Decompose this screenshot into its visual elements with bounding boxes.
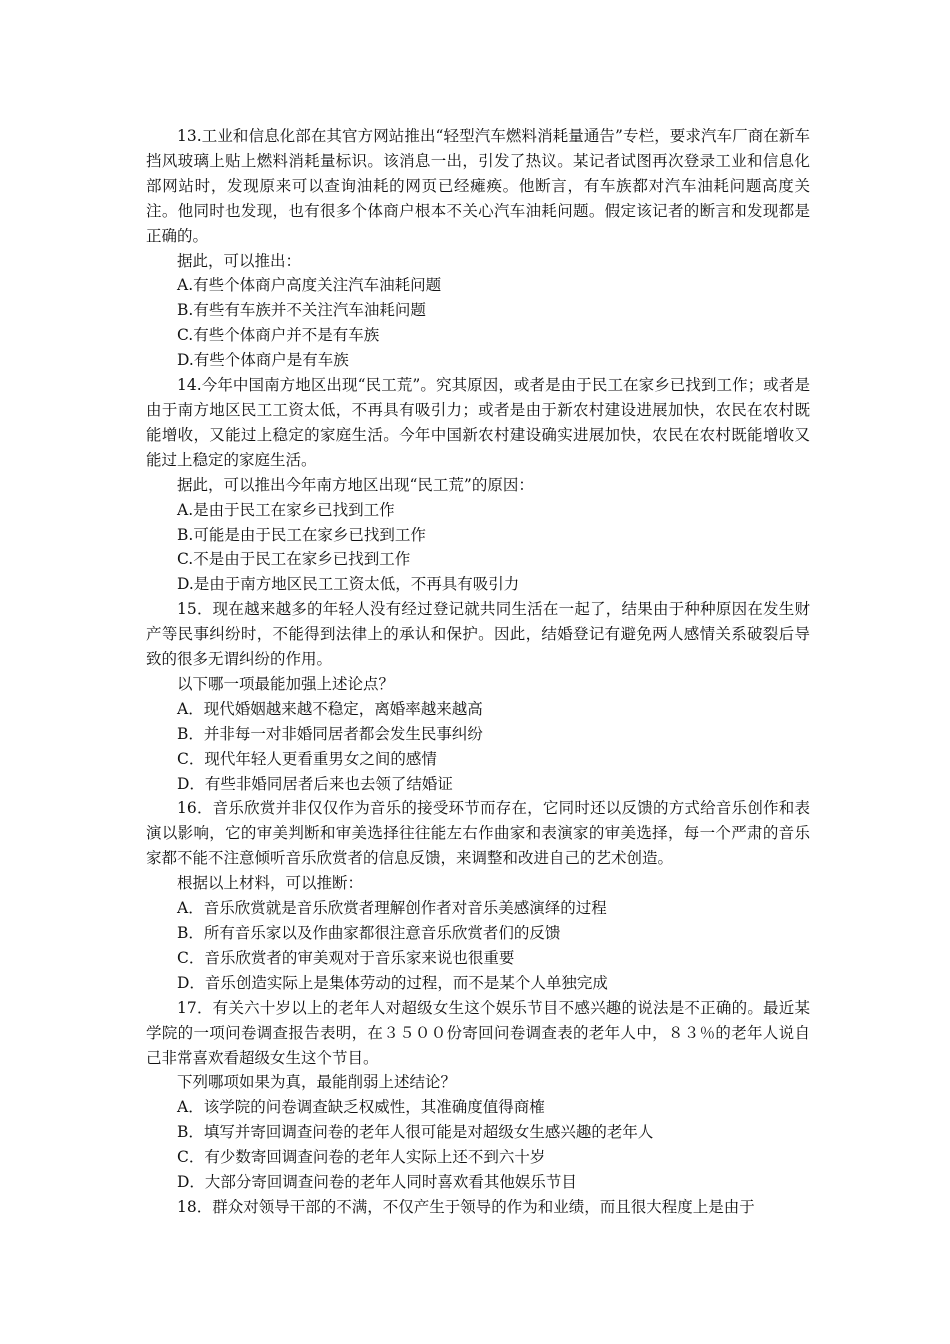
option-a: A.是由于民工在家乡已找到工作 xyxy=(177,500,395,519)
option-d: D.是由于南方地区民工工资太低，不再具有吸引力 xyxy=(177,575,520,594)
question-15 xyxy=(146,597,810,796)
question-prompt: 据此，可以推出今年南方地区出现“民工荒”的原因： xyxy=(177,475,534,494)
question-prompt: 根据以上材料，可以推断： xyxy=(177,874,364,893)
option-d: D．音乐创造实际上是集体劳动的过程，而不是某个人单独完成 xyxy=(177,973,608,992)
question-prompt: 下列哪项如果为真，最能削弱上述结论？ xyxy=(177,1073,457,1092)
option-d: D．大部分寄回调查问卷的老年人同时喜欢看其他娱乐节目 xyxy=(177,1173,577,1192)
question-prompt: 以下哪一项最能加强上述论点？ xyxy=(177,674,395,693)
question-17 xyxy=(146,996,810,1195)
option-a: A．现代婚姻越来越不稳定，离婚率越来越高 xyxy=(177,699,483,718)
option-a: A．该学院的问卷调查缺乏权威性，其准确度值得商榷 xyxy=(177,1098,545,1117)
option-d: D．有些非婚同居者后来也去领了结婚证 xyxy=(177,774,453,793)
option-c: C.不是由于民工在家乡已找到工作 xyxy=(177,550,411,569)
question-16 xyxy=(146,796,810,995)
document-page xyxy=(146,124,810,1220)
option-c: C.有些个体商户并不是有车族 xyxy=(177,326,380,345)
option-c: C．音乐欣赏者的审美观对于音乐家来说也很重要 xyxy=(177,948,515,967)
question-stem: 13.工业和信息化部在其官方网站推出“轻型汽车燃料消耗量通告”专栏，要求汽车厂商在新车挡风玻璃上贴上燃料消耗量标识。该消息一出，引发了热议。某记者试图再次登录工业和信息化部网站时，发现原来可以查询油耗的网页已经瘫痪。他断言，有车族都对汽车油耗问题高度关注。他同时也发现，也有很多个体商户根本不关心汽车油耗问题。假定该记者的断言和发现都是正确的。 xyxy=(146,127,810,245)
question-stem: 17．有关六十岁以上的老年人对超级女生这个娱乐节目不感兴趣的说法是不正确的。最近某学院的一项问卷调查报告表明，在３５００份寄回问卷调查表的老年人中，８３％的老年人说自己非常喜欢看超级女生这个节目。 xyxy=(146,998,810,1067)
option-c: C．现代年轻人更看重男女之间的感情 xyxy=(177,749,437,768)
option-b: B.可能是由于民工在家乡已找到工作 xyxy=(177,525,426,544)
option-c: C．有少数寄回调查问卷的老年人实际上还不到六十岁 xyxy=(177,1148,546,1167)
option-b: B．所有音乐家以及作曲家都很注意音乐欣赏者们的反馈 xyxy=(177,924,561,942)
option-d: D.有些个体商户是有车族 xyxy=(177,351,349,370)
option-b: B．填写并寄回调查问卷的老年人很可能是对超级女生感兴趣的老年人 xyxy=(177,1123,654,1142)
question-stem: 14.今年中国南方地区出现“民工荒”。究其原因，或者是由于民工在家乡已找到工作；或者是由于南方地区民工工资太低，不再具有吸引力；或者是由于新农村建设进展加快，农民在农村既能增收，又能过上稳定的家庭生活。今年中国新农村建设确实进展加快，农民在农村既能增收又能过上稳定的家庭生活。 xyxy=(146,376,810,469)
option-b: B．并非每一对非婚同居者都会发生民事纠纷 xyxy=(177,724,483,743)
question-prompt: 据此，可以推出： xyxy=(177,251,302,270)
question-stem: 15．现在越来越多的年轻人没有经过登记就共同生活在一起了，结果由于种种原因在发生财产等民事纠纷时，不能得到法律上的承认和保护。因此，结婚登记有避免两人感情关系破裂后导致的很多无谓纠纷的作用。 xyxy=(146,600,810,669)
question-stem-partial: 18．群众对领导干部的不满，不仅产生于领导的作为和业绩，而且很大程度上是由于 xyxy=(177,1197,755,1216)
option-b: B.有些有车族并不关注汽车油耗问题 xyxy=(177,301,426,320)
question-13 xyxy=(146,124,810,373)
option-a: A.有些个体商户高度关注汽车油耗问题 xyxy=(177,276,442,295)
question-stem: 16．音乐欣赏并非仅仅作为音乐的接受环节而存在，它同时还以反馈的方式给音乐创作和表演以影响，它的审美判断和审美选择往往能左右作曲家和表演家的审美选择，每一个严肃的音乐家都不能不注意倾听音乐欣赏者的信息反馈，来调整和改进自己的艺术创造。 xyxy=(146,799,810,868)
question-14 xyxy=(146,373,810,597)
option-a: A．音乐欣赏就是音乐欣赏者理解创作者对音乐美感演绎的过程 xyxy=(177,899,607,918)
question-18 xyxy=(146,1195,810,1220)
